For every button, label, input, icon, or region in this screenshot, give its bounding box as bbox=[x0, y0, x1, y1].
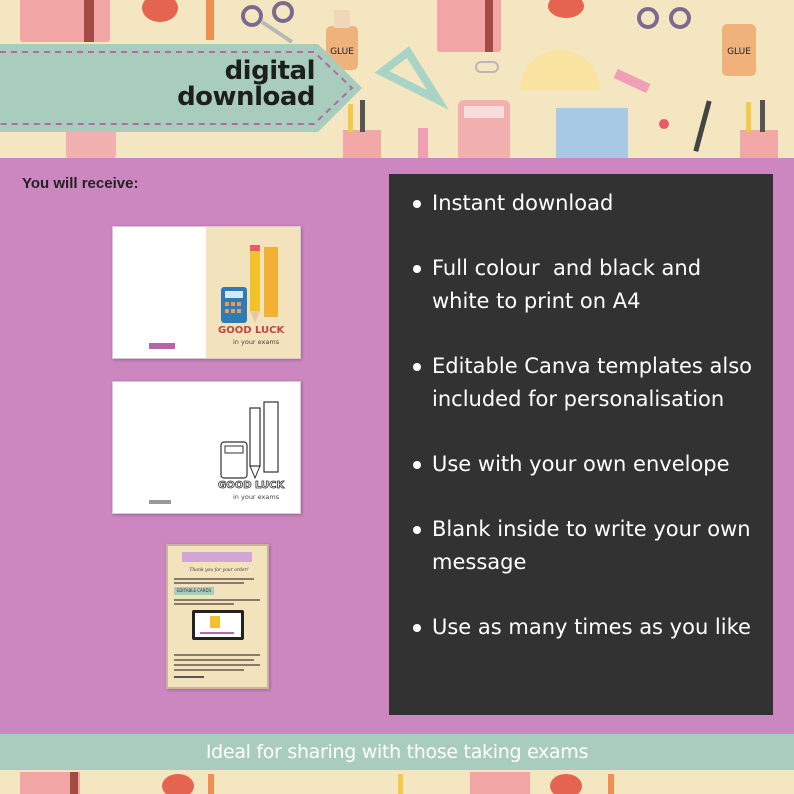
protractor-icon bbox=[520, 50, 600, 90]
apple-icon bbox=[162, 774, 194, 794]
apple-icon bbox=[548, 0, 584, 18]
feature-list bbox=[411, 187, 761, 676]
glue-bottle-icon bbox=[722, 24, 756, 76]
stationery-pattern-footer bbox=[0, 770, 794, 794]
svg-text:GLUE: GLUE bbox=[727, 47, 751, 57]
guide-text-line bbox=[174, 582, 244, 584]
feature-item: Blank inside to write your own message bbox=[411, 513, 761, 579]
paperclip-icon bbox=[476, 62, 498, 72]
banner-title bbox=[170, 58, 315, 110]
scissors-icon bbox=[243, 3, 292, 42]
features-box bbox=[389, 174, 773, 715]
feature-item: Editable Canva templates also included for personalisation bbox=[411, 350, 761, 416]
card-title: GOOD LUCK bbox=[218, 480, 285, 491]
feature-item: Instant download bbox=[411, 187, 761, 220]
guide-text-line bbox=[174, 603, 234, 605]
crayon-icon bbox=[614, 69, 651, 93]
guide-text-line bbox=[174, 578, 254, 580]
footer-text: Ideal for sharing with those taking exams bbox=[205, 741, 589, 763]
card-front-black-white bbox=[206, 382, 300, 513]
card-subtitle: in your exams bbox=[233, 493, 280, 501]
pushpin-icon bbox=[659, 119, 669, 129]
bullet-icon bbox=[413, 200, 421, 208]
pencil-icon bbox=[418, 128, 428, 158]
glue-label: GLUE bbox=[330, 47, 354, 57]
pencil-icon bbox=[608, 774, 614, 794]
card-preview-colour bbox=[112, 226, 301, 359]
bullet-icon bbox=[413, 624, 421, 632]
card-back-logo bbox=[149, 500, 171, 504]
pencil-icon bbox=[206, 0, 214, 40]
guide-header-logo bbox=[182, 552, 252, 562]
section-title: You will receive: bbox=[22, 175, 139, 192]
guide-text-line bbox=[174, 676, 204, 678]
banner-line-2: download bbox=[177, 82, 315, 112]
guide-tag: EDITABLE CARDS bbox=[174, 587, 214, 595]
bullet-icon bbox=[413, 461, 421, 469]
banner-line-1: digital bbox=[224, 56, 315, 86]
stationery-pattern bbox=[0, 770, 794, 794]
sticky-note-icon bbox=[556, 108, 628, 158]
guide-text-line bbox=[174, 669, 244, 671]
pencil-icon bbox=[398, 774, 403, 794]
monitor-illustration bbox=[192, 610, 244, 640]
feature-item: Use as many times as you like bbox=[411, 611, 761, 644]
bullet-icon bbox=[413, 265, 421, 273]
scissors-icon bbox=[639, 9, 689, 27]
card-front-colour bbox=[206, 227, 300, 358]
feature-item: Full colour and black and white to print on A4 bbox=[411, 252, 761, 318]
card-preview-black-white bbox=[112, 381, 301, 514]
apple-icon bbox=[142, 0, 178, 22]
bullet-icon bbox=[413, 526, 421, 534]
pencil-icon bbox=[208, 774, 214, 794]
guide-text-line bbox=[174, 664, 260, 666]
guide-text-line bbox=[174, 654, 260, 656]
logo-stamp bbox=[149, 343, 175, 349]
bullet-icon bbox=[413, 363, 421, 371]
guide-text-line bbox=[174, 659, 254, 661]
guide-heading: Thank you for your order! bbox=[189, 568, 249, 573]
guide-text-line bbox=[174, 599, 260, 601]
notebook-icon bbox=[437, 0, 501, 52]
footer-banner bbox=[0, 734, 794, 770]
set-square-icon bbox=[382, 52, 438, 100]
instructions-guide-preview bbox=[166, 544, 269, 689]
feature-item: Use with your own envelope bbox=[411, 448, 761, 481]
calculator-icon bbox=[458, 100, 510, 158]
notebook-icon bbox=[20, 0, 110, 42]
notebook-icon bbox=[470, 772, 530, 794]
pencil-icon bbox=[693, 100, 711, 152]
card-title: GOOD LUCK bbox=[218, 325, 285, 336]
apple-icon bbox=[550, 774, 582, 794]
card-subtitle: in your exams bbox=[233, 338, 280, 346]
